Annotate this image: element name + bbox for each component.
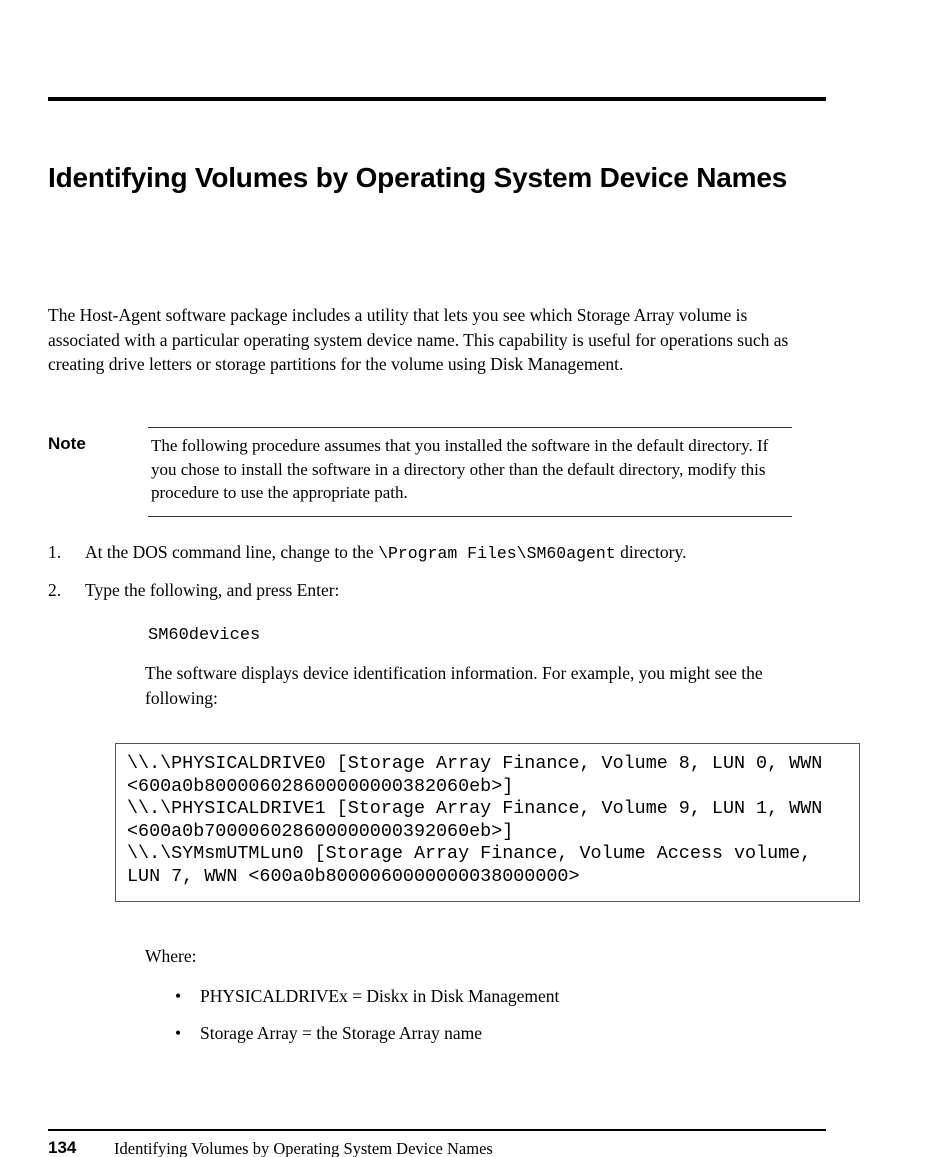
step-text-after: directory. bbox=[615, 542, 687, 562]
code-line: <600a0b700006028600000000392060eb>] bbox=[127, 820, 514, 842]
step-item-2 bbox=[48, 578, 808, 602]
step-text-before: At the DOS command line, change to the bbox=[85, 542, 379, 562]
where-label: Where: bbox=[145, 946, 197, 966]
code-line: <600a0b800006028600000000382060eb>] bbox=[127, 775, 514, 797]
intro-paragraph: The Host-Agent software package includes a utility that lets you see which Storage Array volume is associated with a particular operating system device name. This capability is useful for operations such as creating drive letters or storage partitions for the volume using Disk Management. bbox=[48, 305, 789, 374]
code-line: \\.\PHYSICALDRIVE0 [Storage Array Finance, Volume 8, LUN 0, WWN bbox=[127, 753, 823, 774]
note-label: Note bbox=[48, 434, 86, 453]
bullet-marker: • bbox=[175, 1023, 182, 1043]
list-item-text: Storage Array = the Storage Array name bbox=[200, 1023, 482, 1043]
list-item bbox=[175, 984, 775, 1008]
code-line: \\.\SYMsmUTMLun0 [Storage Array Finance, Volume Access volume, bbox=[127, 843, 812, 865]
step-number: 1. bbox=[48, 542, 62, 562]
result-paragraph: The software displays device identification information. For example, you might see the following: bbox=[145, 663, 763, 708]
step-text: Type the following, and press Enter: bbox=[85, 580, 340, 600]
footer-page-number: 134 bbox=[48, 1138, 77, 1157]
chapter-rule bbox=[48, 97, 826, 101]
page-title: Identifying Volumes by Operating System Device Names bbox=[48, 162, 788, 193]
code-line: \\.\PHYSICALDRIVE1 [Storage Array Finance, Volume 9, LUN 1, WWN bbox=[127, 798, 823, 820]
bullet-marker: • bbox=[175, 986, 182, 1006]
directory-path-code: \Program Files\SM60agent bbox=[378, 544, 616, 563]
footer-running-title: Identifying Volumes by Operating System Device Names bbox=[114, 1139, 493, 1157]
footer-rule bbox=[48, 1129, 826, 1131]
list-item bbox=[175, 1021, 775, 1045]
step-item-1 bbox=[48, 540, 808, 566]
step-number: 2. bbox=[48, 580, 62, 600]
note-text: The following procedure assumes that you installed the software in the default directory. If you chose to install the software in a directory other than the default directory, modify this procedure to use the appropriate path. bbox=[148, 427, 792, 517]
code-output-box bbox=[115, 743, 860, 902]
code-line: LUN 7, WWN <600a0b8000060000000038000000> bbox=[127, 865, 580, 887]
list-item-text: PHYSICALDRIVEx = Diskx in Disk Management bbox=[200, 986, 560, 1006]
command-text: SM60devices bbox=[148, 626, 261, 645]
